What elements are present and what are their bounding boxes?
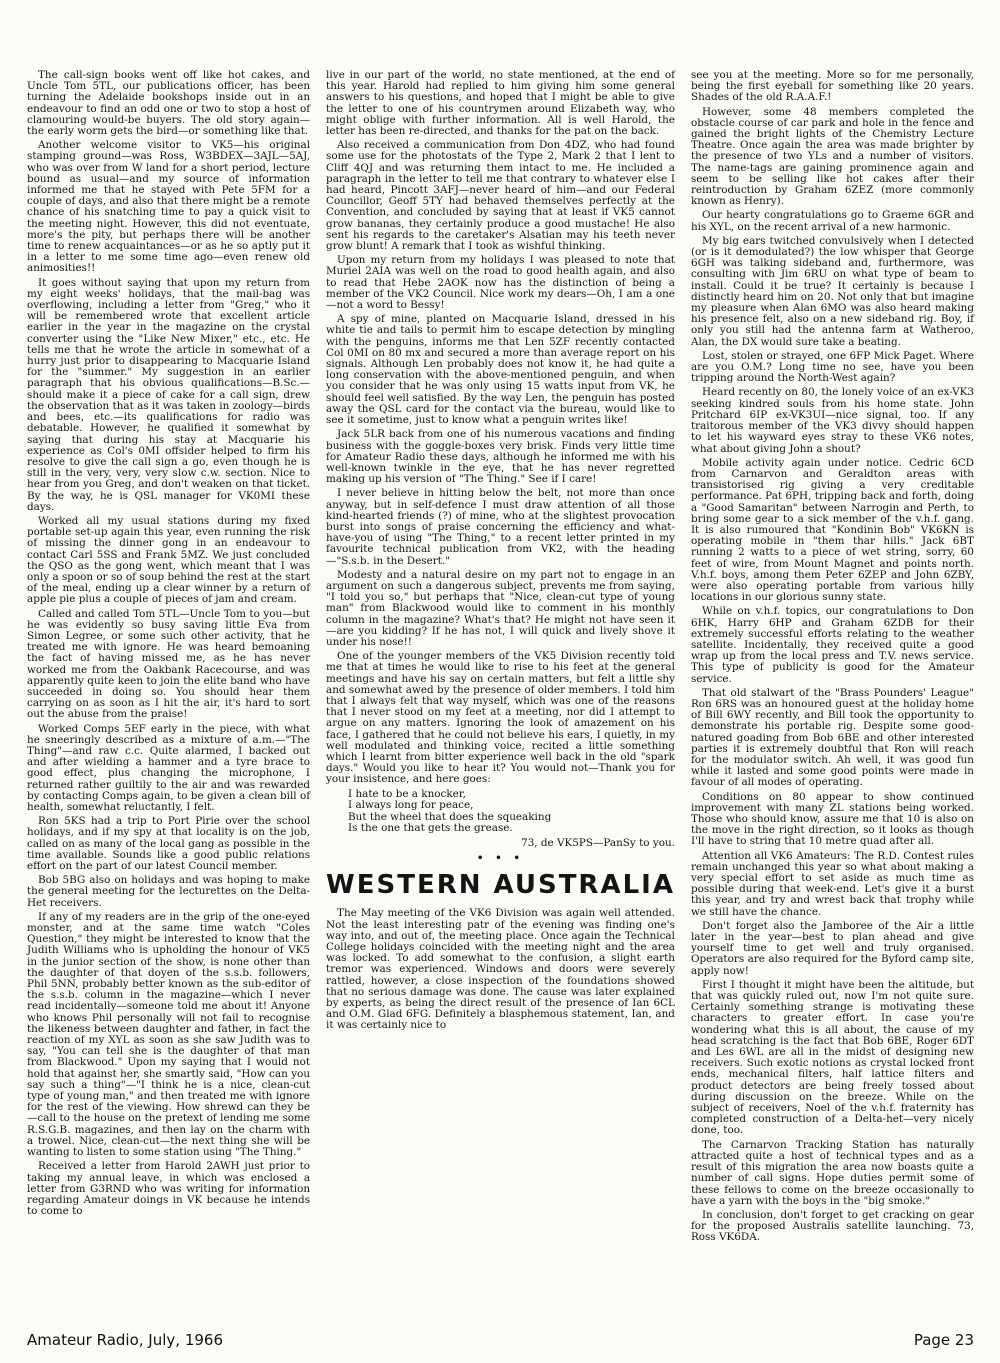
paragraph: see you at the meeting. More so for me personally, being the first eyeball for something like 20 years. Shades of the old R.A.A.F.!	[690, 69, 974, 104]
paragraph: The call-sign books went off like hot cakes, and Uncle Tom 5TL, our publications officer, has been turning the Adelaide bookshops inside out in an endeavour to find an odd one or two to stop a host of clamouring would-be buyers. The old story again—the early worm gets the bird—or something like that.	[27, 69, 311, 138]
paragraph: A spy of mine, planted on Macquarie Island, dressed in his white tie and tails to permit him to escape detection by mingling with the penguins, informs me that Len 5ZF recently contacted Col 0MI on 80 mx and secured a more than average report on his signals. Although Len probably does not know it, he had quite a long conservation with the above-mentioned penguin, and when you consider that he was only using 15 watts input from VK, he should feel well satisfied. By the way Len, the penguin has posted away the QSL card for the contact via the bureau, would like to see it sometime, just to know what a penguin writes like!	[326, 313, 675, 427]
paragraph: My big ears twitched convulsively when I detected (or is it demodulated?) the low whisper that George 6GH was talking sideband and, furthermore, was consulting with Jim 6RU on what type of beam to install. Could it be true? It certainly is because I distinctly heard him on 20. Not only that but imagine my pleasure when Alan 6MO was also heard making his presence felt, also on a new sideband rig. Boy, if only you still had the antenna farm at Watheroo, Alan, the DX would sure take a beating.	[690, 234, 974, 348]
verse-line: But the wheel that does the squeaking	[348, 810, 552, 823]
paragraph: The May meeting of the VK6 Division was again well attended. Not the least interesting patr of the evening was finding one's way into, and out of, the meeting place. Once again the Technical College holidays coincided with the meeting night and the area was locked. To add somewhat to the confusion, a slight earth tremor was experienced. Windows and doors were severely rattled, however, a close inspection of the foundations showed that no serious damage was done. The cause was later explained by experts, as being the direct result of the presence of Ian 6CL and O.M. Glad 6FG. Definitely a blasphemous statement, Ian, and it was certainly nice to	[326, 907, 675, 1032]
section-heading: WESTERN AUSTRALIA	[326, 870, 675, 901]
paragraph: Modesty and a natural desire on my part not to engage in an argument on such a dangerous subject, prevents me from saying, "I told you so," but perhaps that "Nice, clean-cut type of young man" from Blackwood would like to comment in his monthly column in the magazine? What's that? He might not have seen it—are you kidding? If he has not, I will quick and lively shove it under his nose!!	[326, 568, 675, 648]
paragraph: Another welcome visitor to VK5—his original stamping ground—was Ross, W3BDEX—3AJL—5AJ, who was over from W land for a short period, lecture bound as usual—and my source of information informed me that he stayed with Pete 5FM for a couple of days, and also that there might be a remote chance of his snatching time to pay a quick visit to the meeting night. However, this did not eventuate, more's the pity, but perhaps there will be another time to renew acquaintances—or as he so aptly put it in a letter to me some time ago—even renew old animosities!!	[27, 139, 311, 275]
paragraph: Heard recently on 80, the lonely voice of an ex-VK3 seeking kindred souls from his home state. John Pritchard 6IP ex-VK3UI—nice signal, too. If any traitorous member of the VK3 divvy should happen to let his wayward eyes stray to these VK6 notes, what about giving John a shout?	[690, 386, 974, 455]
page-footer	[27, 1331, 974, 1349]
paragraph: Lost, stolen or strayed, one 6FP Mick Paget. Where are you O.M.? Long time no see, have you been tripping around the North-West again?	[690, 349, 974, 385]
verse	[348, 789, 675, 835]
verse-line: Is the one that gets the grease.	[348, 822, 513, 835]
publication-info: Amateur Radio, July, 1966	[27, 1331, 223, 1349]
paragraph: First I thought it might have been the altitude, but that was quickly ruled out, now I'm not quite sure. Certainly something strange is motivating these characters to greater effort. In case you're wondering what this is all about, the cause of my head scratching is the fact that Bob 6BE, Roger 6DT and Les 6WL are all in the midst of designing new receivers. Such exotic notions as crystal locked front ends, mechanical filters, half lattice filters and product detectors are being freely tossed about during discussion on the breeze. While on the subject of receivers, Noel of the v.h.f. fraternity has completed construction of a Delta-het—very nicely done, too.	[690, 978, 974, 1137]
paragraph: Don't forget also the Jamboree of the Air a little later in the year—best to plan ahead and give yourself time to get well and truly organised. Operators are also required for the Byford camp site, apply now!	[690, 919, 974, 977]
page-number: Page 23	[913, 1331, 974, 1349]
column-2	[326, 70, 675, 1305]
paragraph: It goes without saying that upon my return from my eight weeks' holidays, that the mail-bag was overflowing, including a letter from "Greg," who it will be remembered wrote that excellent article earlier in the year in the magazine on the crystal converter using the "Like New Mixer," etc., etc. He tells me that he wrote the article in somewhat of a hurry just prior to disappearing to Macquarie Island for the "summer." My suggestion in an earlier paragraph that his obvious qualifications—B.Sc.—should make it a piece of cake for a call sign, drew the observation that as it was taken in zoology—birds and bees, etc.—its qualifications for radio was debatable. However, he qualified it somewhat by saying that during his stay at Macquarie his experience as Col's 0MI offsider helped to firm his resolve to give the call sign a go, even though he is still in the very, very, very slow c.w. section. Nice to hear from you Greg, and don't weaken on that ticket. By the way, he is QSL manager for VK0MI these days.	[27, 276, 311, 513]
paragraph: In conclusion, don't forget to get cracking on gear for the proposed Australis satellite launching. 73, Ross VK6DA.	[690, 1208, 974, 1244]
column-1	[27, 70, 310, 1305]
paragraph: Jack 5LR back from one of his numerous vacations and finding business with the goggle-boxes very brisk. Finds very little time for Amateur Radio these days, although he informed me with his well-known twinkle in the eye, that he has never regretted making up his version of "The Thing." See if I care!	[326, 428, 675, 486]
paragraph: Worked Comps 5EF early in the piece, with what he sneeringly described as a mixture of a.m.—"The Thing"—and raw c.c. Quite alarmed, I backed out and after wielding a hammer and a tyre brace to good effect, plus changing the microphone, I returned rather guiltily to the air and was rewarded by contacting Comps again, to be given a clean bill of health, somewhat reluctantly, I felt.	[27, 722, 311, 813]
paragraph: Bob 5BG also on holidays and was hoping to make the general meeting for the lecturettes on the Delta-Het receivers.	[27, 874, 311, 909]
paragraph: Called and called Tom 5TL—Uncle Tom to you—but he was evidently so busy saving little Eva from Simon Legree, or some such other activity, that he treated me with ignore. He was heard bemoaning the fact of having missed me, as he has never worked me from the Oakbank Racecourse, and was apparently quite keen to join the elite band who have succeeded in doing so. You should hear them carrying on as soon as I hit the air, it's hard to sort out the abuse from the praise!	[27, 607, 311, 721]
paragraph: The Carnarvon Tracking Station has naturally attracted quite a host of technical types and as a result of this migration the area now boasts quite a number of call signs. Hope duties permit some of these fellows to come on the breeze occasionally to have a yarn with the boys in the "big smoke."	[690, 1138, 974, 1207]
section-divider: • • •	[476, 852, 525, 865]
column-3	[691, 70, 974, 1305]
paragraph: Ron 5KS had a trip to Port Pirie over the school holidays, and if my spy at that locality is on the job, called on as many of the local gang as possible in the time available. Sounds like a good public relations effort on the part of our latest Council member.	[27, 815, 311, 873]
paragraph: I never believe in hitting below the belt, not more than once anyway, but in self-defence I must draw attention of all those kind-hearted friends (?) of mine, who at the slightest provocation burst into songs of praise concerning the efficiency and what-have-you of using "The Thing," to a recent letter printed in my favourite technical publication from VK2, with the heading—"S.s.b. in the Desert."	[326, 487, 675, 567]
verse-line: I always long for peace,	[348, 799, 474, 812]
paragraph: However, some 48 members completed the obstacle course of car park and hole in the fence and gained the bright lights of the Chemistry Lecture Theatre. Once again the area was made brighter by the presence of two YLs and a number of visitors. The name-tags are gaining prominence again and seem to be selling like hot cakes after their reintroduction by Graham 6ZEZ (more commonly known as Henry).	[690, 105, 974, 208]
article-columns	[27, 70, 974, 1305]
paragraph: live in our part of the world, no state mentioned, at the end of this year. Harold had replied to him giving him some general answers to his questions, and hoped that I might be able to give the letter to one of his countrymen around Elizabeth way, who might oblige with further information. All is well Harold, the letter has been re-directed, and thanks for the pat on the back.	[326, 69, 675, 138]
paragraph: If any of my readers are in the grip of the one-eyed monster, and at the same time watch "Coles Question," they might be interested to know that the Judith Williams who is upholding the honour of VK5 in the junior section of the show, is none other than the daughter of that doyen of the s.s.b. followers, Phil 5NN, probably better known as the sub-editor of the s.s.b. column in the magazine—which I never read incidentally—someone told me about it! Anyone who knows Phil personally will not fail to recognise the likeness between daughter and father, in fact the reaction of my XYL as soon as she saw Judith was to say, "You can tell she is the daughter of that man from Blackwood." Upon my saying that I would not hold that against her, she smartly said, "How can you say such a thing"—"I think he is a nice, clean-cut type of young man," and then treated me with ignore for the rest of the viewing. How shrewd can they be—call to the house on the pretext of lending me some R.S.G.B. magazines, and then lay on the charm with a trowel. Nice, clean-cut—the next thing she will be wanting to listen to some station using "The Thing."	[27, 910, 311, 1159]
paragraph: Attention all VK6 Amateurs: The R.D. Contest rules remain unchanged this year so what about making a very special effort to set aside as much time as possible during that week-end. Let's give it a burst this year, and try and wrest back that trophy while we still have the chance.	[690, 849, 974, 918]
verse-line: I hate to be a knocker,	[348, 787, 466, 800]
paragraph: Also received a communication from Don 4DZ, who had found some use for the photostats of the Type 2, Mark 2 that I lent to Cliff 4QJ and was returning them intact to me. He included a paragraph in the letter to tell me that contrary to whatever else I had heard, Pincott 3AFJ—never heard of him—and our Federal Councillor, Geoff 5TY had behaved themselves perfectly at the Convention, and concluded by saying that at least if VK5 cannot grow bananas, they certainly produce a good mustache! He also sent his regards to the caretaker's Alsatian may his teeth never grow blunt! A remark that I took as wishful thinking.	[326, 139, 675, 253]
paragraph: Upon my return from my holidays I was pleased to note that Muriel 2AIA was well on the road to good health again, and also to read that Hebe 2AOK now has the distinction of being a member of the VK2 Council. Nice work my dears—Oh, I am a one—not a word to Bessy!	[326, 254, 675, 312]
paragraph: Received a letter from Harold 2AWH just prior to taking my annual leave, in which was enclosed a letter from G3RND who was writing for information regarding Amateur doings in VK because he intends to come to	[27, 1160, 311, 1218]
paragraph: That old stalwart of the "Brass Pounders' League" Ron 6RS was an honoured guest at the holiday home of Bill 6WY recently, and Bill took the opportunity to demonstrate his portable rig. Despite some good-natured goading from Bob 6BE and other interested parties it is extremely doubtful that Ron will reach for the modulator switch. Ah well, it was good fun while it lasted and some good points were made in favour of all modes of operating.	[690, 686, 974, 789]
signoff: 73, de VK5PS—PanSy to you.	[521, 836, 675, 849]
paragraph: Worked all my usual stations during my fixed portable set-up again this year, even running the risk of missing the dinner gong in an endeavour to contact Carl 5SS and Frank 5MZ. We just concluded the QSO as the gong went, which meant that I was only a spoon or so of soup behind the rest at the start of the meal, ending up a clear winner by a return of apple pie plus a couple of pieces of jam and cream.	[27, 514, 311, 606]
paragraph: One of the younger members of the VK5 Division recently told me that at times he would like to rise to his feet at the general meetings and have his say on certain matters, but felt a little shy and somewhat awed by the presence of older members. I told him that I always felt that way myself, which was one of the reasons that I never stood on my feet at a meeting, nor did I attempt to argue on any matters. Ignoring the look of amazement on his face, I gathered that he could not believe his ears, I quietly, in my well modulated and thinking voice, recited a little something which I learnt from bitter experience well back in the old "spark days." Would you like to hear it? You would not—Thank you for your insistence, and here goes:	[326, 650, 675, 786]
paragraph: Our hearty congratulations go to Graeme 6GR and his XYL, on the recent arrival of a new harmonic.	[690, 209, 974, 233]
paragraph: Mobile activity again under notice. Cedric 6CD from Carnarvon and Geraldton areas with transistorised rig giving a very creditable performance. Pat 6PH, tripping back and forth, doing a "Good Samaritan" between Narrogin and Perth, to bring some gear to a sick member of the v.h.f. gang. It is also rumoured that "Kondinin Bob" VK6KN is operating mobile in "them thar hills." Jack 6BT running 2 watts to a piece of wet string, sorry, 60 feet of wire, from Mount Magnet and points north. V.h.f. boys, among them Peter 6ZEP and John 6ZBY, were also operating portable from various hilly locations in our glorious sunny state.	[690, 456, 974, 604]
paragraph: While on v.h.f. topics, our congratulations to Don 6HK, Harry 6HP and Graham 6ZDB for their extremely successful efforts relating to the weather satellite. Incidentally, they received quite a good wrap up from the local press and T.V. news service. This type of publicity is good for the Amateur service.	[690, 605, 974, 685]
paragraph: Conditions on 80 appear to show continued improvement with many ZL stations being worked. Those who should know, assure me that 10 is also on the move in the right direction, so it looks as though I'll have to string that 10 metre quad after all.	[690, 790, 974, 848]
